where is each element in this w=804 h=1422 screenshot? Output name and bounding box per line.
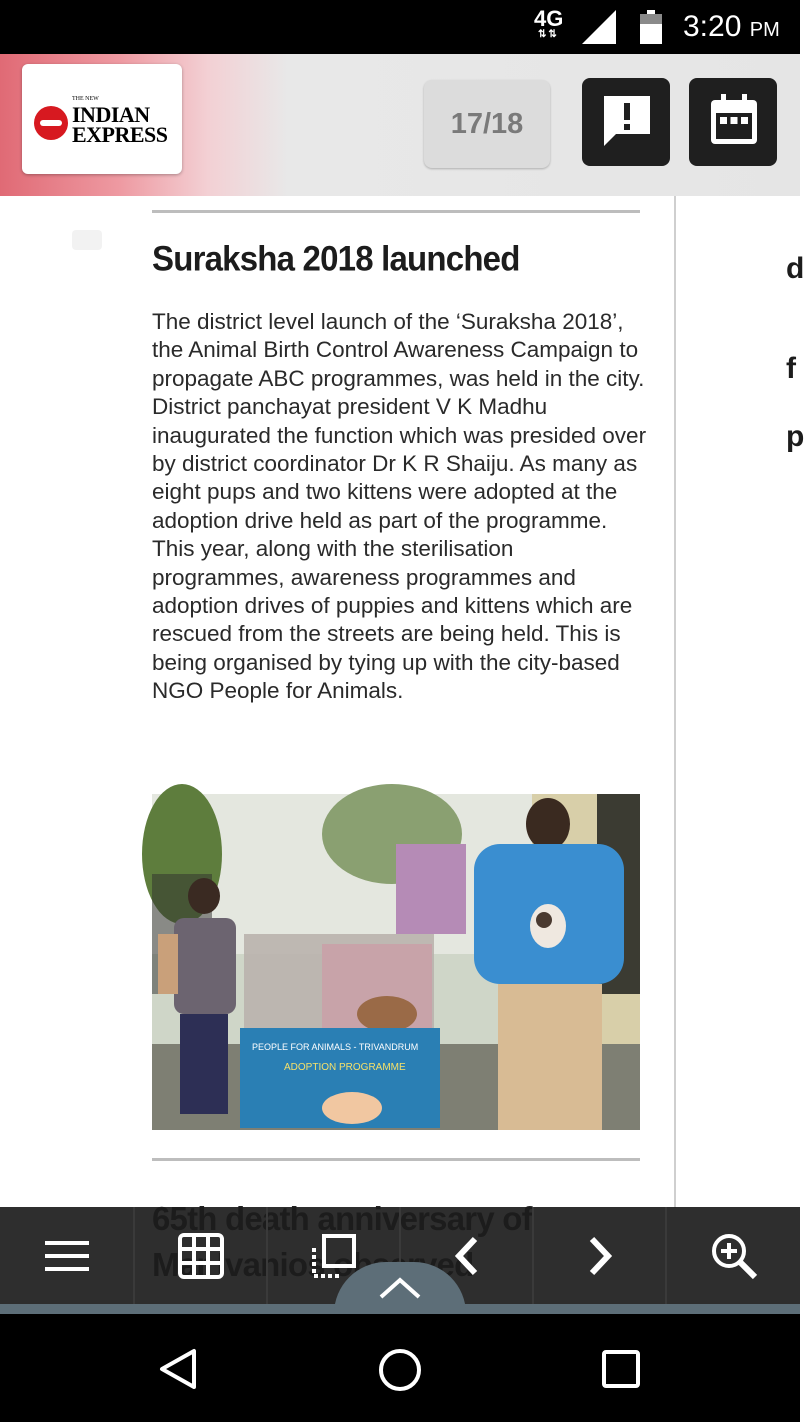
clock-time: 3:20 bbox=[683, 10, 742, 43]
status-bar bbox=[0, 0, 800, 54]
zoom-in-icon bbox=[710, 1232, 758, 1280]
report-button[interactable] bbox=[582, 78, 670, 166]
logo-emblem-icon bbox=[34, 106, 68, 140]
back-icon bbox=[453, 1236, 481, 1276]
article-photo bbox=[152, 794, 640, 1130]
data-arrows-icon: ⇅⇅ bbox=[538, 29, 559, 40]
signal-icon bbox=[582, 10, 616, 44]
bottom-divider bbox=[152, 1158, 640, 1161]
grid-view-button[interactable] bbox=[135, 1207, 268, 1305]
article-body: The district level launch of the ‘Suraksha 2018’, the Animal Birth Control Awareness Campaign to propagate ABC programmes, was held in the city. District panchayat president V K Madhu inaugurated the function which was presided over by district coordinator Dr K R Shaiju. As many as eight pups and two kittens were adopted at the adoption drive held as part of the programme. This year, along with the sterilisation programmes, awareness programmes and adoption drives of puppies and kittens which are rescued from the streets are being held. This is being organised by tying up with the city-based NGO People for Animals. bbox=[152, 309, 647, 704]
menu-button[interactable] bbox=[0, 1207, 135, 1305]
photo-banner-line1: PEOPLE FOR ANIMALS - TRIVANDRUM bbox=[252, 1042, 419, 1052]
clock-ampm: PM bbox=[749, 19, 780, 41]
calendar-icon bbox=[707, 94, 761, 150]
battery-icon bbox=[640, 10, 662, 44]
top-divider bbox=[152, 210, 640, 213]
logo-line2: EXPRESS bbox=[72, 122, 168, 147]
app-header bbox=[0, 54, 800, 196]
article-headline: Suraksha 2018 launched bbox=[152, 238, 520, 279]
next-page-button[interactable] bbox=[534, 1207, 667, 1305]
right-column-char: f bbox=[786, 352, 796, 385]
network-type: 4G bbox=[534, 6, 564, 31]
logo-line1: INDIAN bbox=[72, 102, 150, 127]
photo-banner-line2: ADOPTION PROGRAMME bbox=[284, 1062, 406, 1073]
report-icon bbox=[600, 94, 654, 150]
page-indicator[interactable]: 17/18 bbox=[424, 80, 550, 168]
newspaper-page[interactable] bbox=[0, 196, 804, 1208]
calendar-button[interactable] bbox=[689, 78, 777, 166]
forward-icon bbox=[586, 1236, 614, 1276]
chevron-up-icon bbox=[378, 1276, 422, 1300]
clock bbox=[683, 10, 780, 44]
pages-icon bbox=[312, 1234, 356, 1278]
grid-icon bbox=[178, 1233, 224, 1279]
zoom-in-button[interactable] bbox=[667, 1207, 800, 1305]
publication-logo[interactable] bbox=[22, 64, 182, 174]
right-column-char: p bbox=[786, 420, 804, 453]
logo-small-text: THE NEW bbox=[72, 96, 99, 102]
menu-icon bbox=[45, 1241, 89, 1271]
column-divider bbox=[674, 196, 676, 1208]
network-indicator bbox=[534, 6, 564, 40]
home-nav-icon[interactable] bbox=[378, 1348, 422, 1392]
back-nav-icon[interactable] bbox=[158, 1348, 198, 1390]
page-smudge bbox=[72, 230, 102, 250]
recents-nav-icon[interactable] bbox=[602, 1350, 640, 1388]
system-nav-bar bbox=[0, 1314, 800, 1422]
right-column-char: d bbox=[786, 252, 804, 285]
